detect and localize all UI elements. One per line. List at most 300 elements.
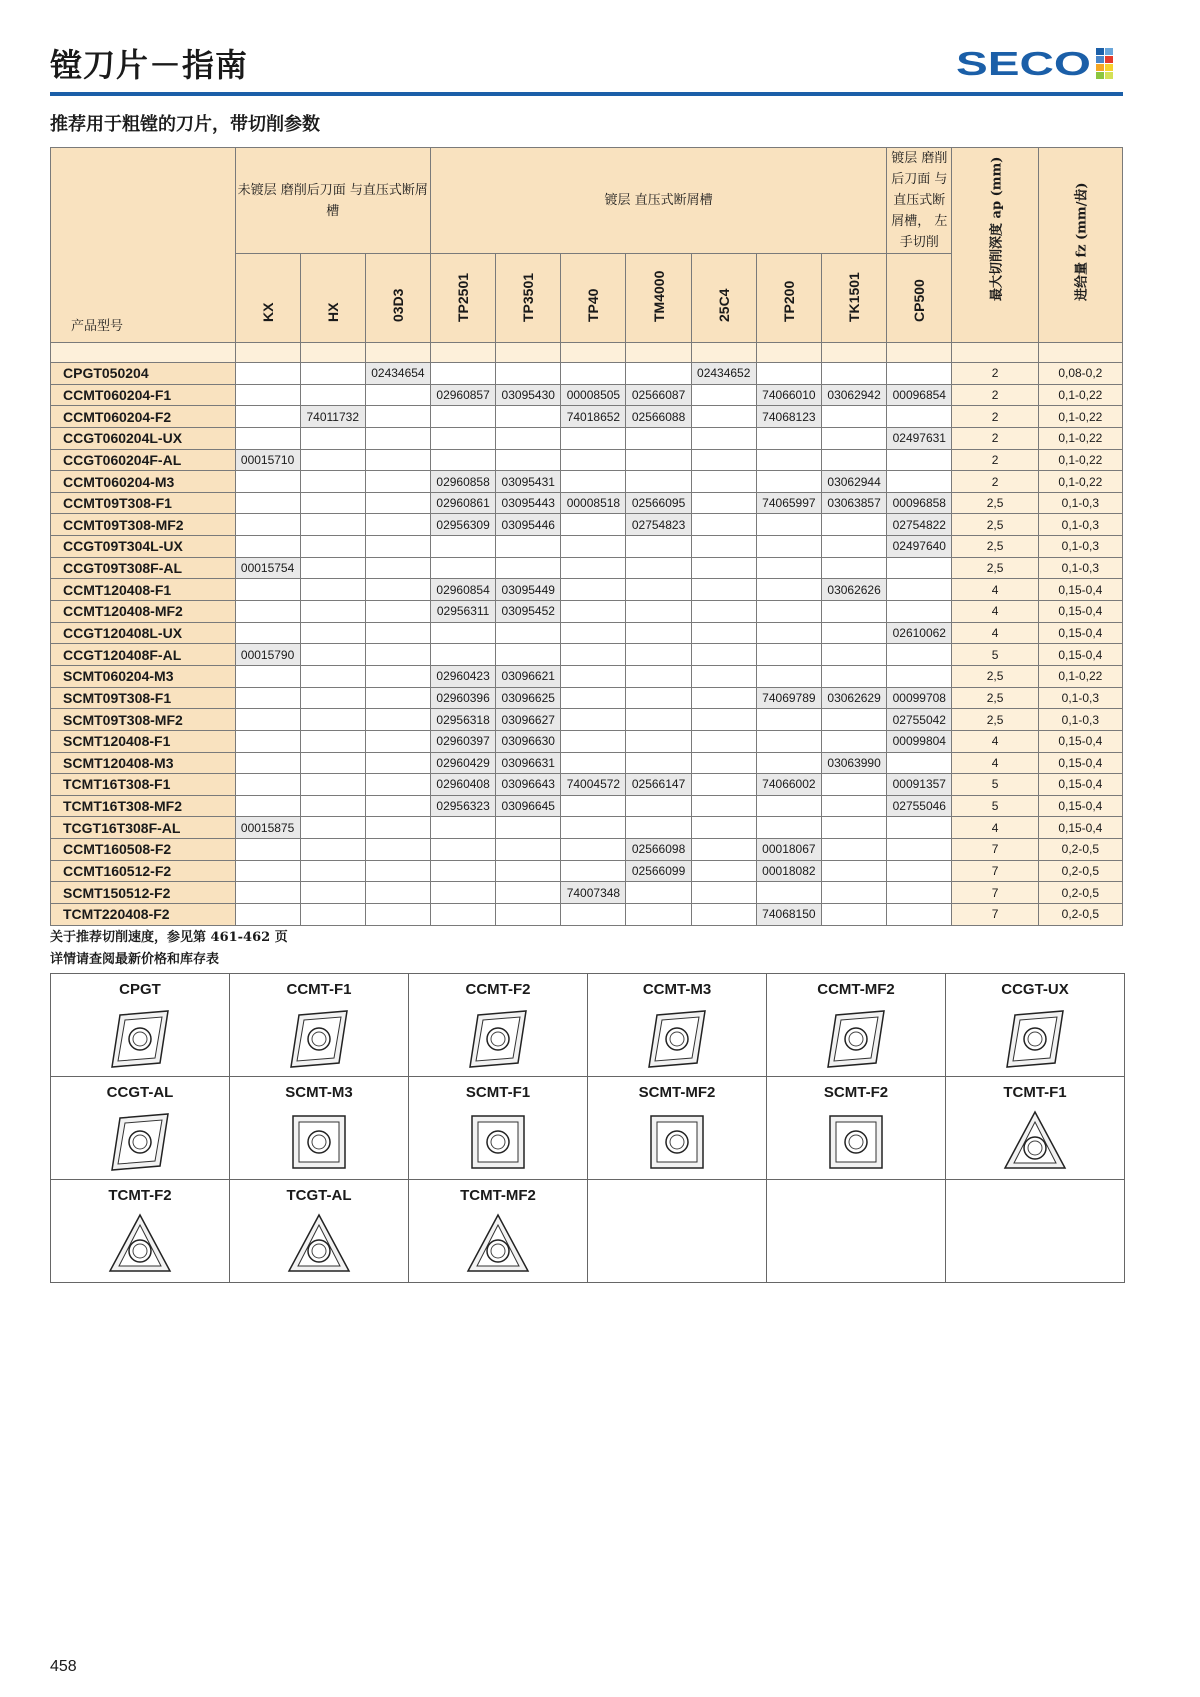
order-code-cell <box>365 882 430 904</box>
rhombus-insert-icon <box>108 1007 172 1071</box>
order-code-cell <box>691 839 756 861</box>
order-code-cell <box>626 427 691 449</box>
product-code: TCGT16T308F-AL <box>51 817 236 839</box>
order-code-cell: 02960854 <box>431 579 496 601</box>
ap-value: 2,5 <box>952 492 1038 514</box>
order-code-cell <box>626 795 691 817</box>
grade-label: TP40 <box>585 288 602 322</box>
order-code-cell <box>626 622 691 644</box>
table-row <box>51 449 1123 471</box>
order-code-cell <box>821 427 886 449</box>
order-code-cell: 03096631 <box>496 752 561 774</box>
order-code-cell <box>691 904 756 926</box>
product-code: CCGT060204F-AL <box>51 449 236 471</box>
order-code-cell <box>235 471 300 493</box>
ap-header <box>952 148 1038 343</box>
fz-value: 0,1-0,3 <box>1038 492 1122 514</box>
order-code-cell: 02434652 <box>691 363 756 385</box>
ap-value: 7 <box>952 882 1038 904</box>
order-code-cell <box>756 579 821 601</box>
shape-label: CCGT-UX <box>1001 981 1069 998</box>
order-code-cell <box>887 644 952 666</box>
order-code-cell <box>300 665 365 687</box>
order-code-cell: 00099804 <box>887 730 952 752</box>
order-code-cell: 03096645 <box>496 795 561 817</box>
order-code-cell <box>691 536 756 558</box>
order-code-cell <box>300 774 365 796</box>
order-code-cell <box>431 882 496 904</box>
order-code-cell <box>496 882 561 904</box>
order-code-cell: 00096858 <box>887 492 952 514</box>
order-code-cell <box>821 665 886 687</box>
order-code-cell <box>496 363 561 385</box>
order-code-cell <box>691 665 756 687</box>
order-code-cell <box>496 644 561 666</box>
table-row <box>51 730 1123 752</box>
order-code-cell <box>887 579 952 601</box>
order-code-cell <box>756 514 821 536</box>
order-code-cell <box>300 709 365 731</box>
order-code-cell <box>756 817 821 839</box>
empty-shape-cell <box>767 1180 946 1283</box>
ap-value: 2,5 <box>952 536 1038 558</box>
fz-value: 0,1-0,22 <box>1038 427 1122 449</box>
grade-label: 25C4 <box>715 288 732 322</box>
brand-text: SECO <box>956 46 1091 80</box>
order-code-cell <box>365 492 430 514</box>
order-code-cell: 03062944 <box>821 471 886 493</box>
shape-cell <box>409 1180 588 1283</box>
order-code-cell <box>756 427 821 449</box>
order-code-cell <box>235 384 300 406</box>
order-code-cell <box>756 363 821 385</box>
shape-label: CPGT <box>119 981 161 998</box>
order-code-cell: 02960408 <box>431 774 496 796</box>
spacer-cell <box>1038 343 1122 363</box>
order-code-cell <box>235 904 300 926</box>
shape-label: CCMT-MF2 <box>817 981 895 998</box>
order-code-cell: 02610062 <box>887 622 952 644</box>
product-code: SCMT150512-F2 <box>51 882 236 904</box>
fz-value: 0,1-0,22 <box>1038 665 1122 687</box>
page-title: 镗刀片－指南 <box>50 46 249 84</box>
order-code-cell <box>496 860 561 882</box>
product-code: CCGT060204L-UX <box>51 427 236 449</box>
order-code-cell <box>626 601 691 623</box>
order-code-cell: 02956323 <box>431 795 496 817</box>
order-code-cell <box>235 514 300 536</box>
order-code-cell <box>300 557 365 579</box>
table-row <box>51 427 1123 449</box>
order-code-cell <box>300 817 365 839</box>
order-code-cell <box>561 730 626 752</box>
order-code-cell <box>561 839 626 861</box>
ap-value: 7 <box>952 839 1038 861</box>
order-code-cell <box>887 449 952 471</box>
ap-value: 4 <box>952 601 1038 623</box>
order-code-cell <box>300 687 365 709</box>
order-code-cell <box>821 557 886 579</box>
order-code-cell <box>691 514 756 536</box>
ap-value: 4 <box>952 752 1038 774</box>
spacer-cell <box>300 343 365 363</box>
order-code-cell <box>626 579 691 601</box>
grade-header <box>496 254 561 343</box>
group-header-coated_ground: 镀层 磨削后刀面 与直压式断屑槽， 左手切削 <box>887 148 952 254</box>
order-code-cell: 00015710 <box>235 449 300 471</box>
shape-cell <box>230 974 409 1077</box>
order-code-cell <box>691 384 756 406</box>
order-code-cell <box>626 557 691 579</box>
order-code-cell <box>496 449 561 471</box>
order-code-cell: 03096627 <box>496 709 561 731</box>
table-row <box>51 860 1123 882</box>
order-code-cell <box>235 406 300 428</box>
order-code-cell <box>365 471 430 493</box>
grade-header <box>561 254 626 343</box>
order-code-cell <box>365 557 430 579</box>
order-code-cell: 02566098 <box>626 839 691 861</box>
order-code-cell <box>691 406 756 428</box>
order-code-cell <box>756 557 821 579</box>
fz-value: 0,08-0,2 <box>1038 363 1122 385</box>
table-row <box>51 557 1123 579</box>
order-code-cell <box>300 449 365 471</box>
order-code-cell <box>300 752 365 774</box>
rhombus-insert-icon <box>645 1007 709 1071</box>
order-code-cell: 00018082 <box>756 860 821 882</box>
fz-header-text: 进给量 fz (mm/齿) <box>1074 182 1090 301</box>
product-code: TCMT220408-F2 <box>51 904 236 926</box>
order-code-cell <box>365 665 430 687</box>
order-code-cell <box>561 601 626 623</box>
product-code: CCMT160508-F2 <box>51 839 236 861</box>
shape-label: SCMT-MF2 <box>638 1084 716 1101</box>
fz-value: 0,2-0,5 <box>1038 860 1122 882</box>
order-code-cell <box>235 709 300 731</box>
order-code-cell <box>691 860 756 882</box>
spacer-cell <box>235 343 300 363</box>
order-code-cell <box>691 882 756 904</box>
order-code-cell <box>561 514 626 536</box>
order-code-cell <box>300 839 365 861</box>
spacer-cell <box>626 343 691 363</box>
fz-value: 0,15-0,4 <box>1038 774 1122 796</box>
table-row <box>51 644 1123 666</box>
spacer-cell <box>821 343 886 363</box>
shape-cell <box>409 1077 588 1180</box>
order-code-cell <box>691 601 756 623</box>
shape-cell <box>51 974 230 1077</box>
order-code-cell <box>496 622 561 644</box>
grade-label: CP500 <box>911 279 928 322</box>
product-code: CCGT09T308F-AL <box>51 557 236 579</box>
order-code-cell <box>365 752 430 774</box>
fz-value: 0,15-0,4 <box>1038 622 1122 644</box>
order-code-cell <box>235 536 300 558</box>
order-code-cell <box>626 471 691 493</box>
grade-header <box>887 254 952 343</box>
order-code-cell <box>300 536 365 558</box>
order-code-cell <box>887 817 952 839</box>
table-row <box>51 665 1123 687</box>
ap-value: 5 <box>952 644 1038 666</box>
table-row <box>51 839 1123 861</box>
order-code-cell: 74068123 <box>756 406 821 428</box>
product-code: CCMT09T308-F1 <box>51 492 236 514</box>
order-code-cell <box>300 644 365 666</box>
rhombus-insert-icon <box>287 1007 351 1071</box>
order-code-cell <box>821 449 886 471</box>
spacer-cell <box>691 343 756 363</box>
order-code-cell: 03095443 <box>496 492 561 514</box>
grade-label: KX <box>259 302 276 322</box>
ap-value: 4 <box>952 579 1038 601</box>
order-code-cell <box>300 622 365 644</box>
fz-value: 0,1-0,22 <box>1038 471 1122 493</box>
order-code-cell <box>431 449 496 471</box>
product-code: CCMT060204-F1 <box>51 384 236 406</box>
order-code-cell <box>691 427 756 449</box>
order-code-cell <box>756 665 821 687</box>
order-code-cell <box>235 860 300 882</box>
order-code-cell <box>756 752 821 774</box>
order-code-cell <box>300 882 365 904</box>
order-code-cell <box>235 839 300 861</box>
grade-header <box>365 254 430 343</box>
order-code-cell: 02960861 <box>431 492 496 514</box>
seco-logo <box>956 46 1124 80</box>
order-code-cell: 74069789 <box>756 687 821 709</box>
order-code-cell <box>691 817 756 839</box>
order-code-cell: 74068150 <box>756 904 821 926</box>
order-code-cell <box>365 860 430 882</box>
product-code: SCMT120408-F1 <box>51 730 236 752</box>
shape-cell <box>588 974 767 1077</box>
order-code-cell <box>496 817 561 839</box>
order-code-cell <box>756 622 821 644</box>
order-code-cell <box>626 363 691 385</box>
order-code-cell <box>235 492 300 514</box>
product-code: SCMT09T308-MF2 <box>51 709 236 731</box>
order-code-cell <box>561 665 626 687</box>
product-code: CCMT09T308-MF2 <box>51 514 236 536</box>
order-code-cell <box>821 860 886 882</box>
order-code-cell <box>821 774 886 796</box>
section-subtitle: 推荐用于粗镗的刀片，带切削参数 <box>50 114 320 135</box>
spacer-cell <box>561 343 626 363</box>
shape-cell <box>767 974 946 1077</box>
order-code-cell <box>821 882 886 904</box>
order-code-cell <box>887 406 952 428</box>
order-code-cell <box>887 752 952 774</box>
order-code-cell <box>756 644 821 666</box>
table-row <box>51 406 1123 428</box>
shape-cell <box>230 1180 409 1283</box>
note-price-list: 详情请查阅最新价格和库存表 <box>50 952 220 967</box>
square-insert-icon <box>824 1110 888 1174</box>
fz-value: 0,15-0,4 <box>1038 730 1122 752</box>
order-code-cell <box>756 536 821 558</box>
order-code-cell: 03062626 <box>821 579 886 601</box>
order-code-cell <box>496 557 561 579</box>
ap-value: 2 <box>952 363 1038 385</box>
ap-value: 5 <box>952 774 1038 796</box>
order-code-cell <box>561 709 626 731</box>
grade-label: HX <box>324 302 341 322</box>
order-code-cell <box>626 644 691 666</box>
order-code-cell: 74011732 <box>300 406 365 428</box>
order-code-cell <box>691 557 756 579</box>
empty-shape-cell <box>588 1180 767 1283</box>
order-code-cell: 03062629 <box>821 687 886 709</box>
order-code-cell <box>300 860 365 882</box>
order-code-cell <box>756 882 821 904</box>
order-code-cell <box>691 644 756 666</box>
ap-value: 2 <box>952 427 1038 449</box>
shape-cell <box>588 1077 767 1180</box>
order-code-cell: 02960397 <box>431 730 496 752</box>
order-code-cell <box>821 904 886 926</box>
order-code-cell <box>431 363 496 385</box>
table-row <box>51 471 1123 493</box>
insert-table <box>50 147 1123 926</box>
order-code-cell <box>691 774 756 796</box>
product-code: CCMT060204-F2 <box>51 406 236 428</box>
triangle-insert-icon <box>1003 1110 1067 1174</box>
order-code-cell <box>235 579 300 601</box>
order-code-cell <box>235 622 300 644</box>
grade-header <box>691 254 756 343</box>
order-code-cell <box>821 363 886 385</box>
product-code: TCMT16T308-F1 <box>51 774 236 796</box>
order-code-cell <box>561 644 626 666</box>
order-code-cell: 02960429 <box>431 752 496 774</box>
order-code-cell <box>431 427 496 449</box>
order-code-cell: 02960857 <box>431 384 496 406</box>
order-code-cell <box>821 817 886 839</box>
product-code: CCGT120408F-AL <box>51 644 236 666</box>
order-code-cell: 74066002 <box>756 774 821 796</box>
fz-value: 0,1-0,22 <box>1038 384 1122 406</box>
order-code-cell: 02754823 <box>626 514 691 536</box>
table-row <box>51 492 1123 514</box>
order-code-cell <box>756 449 821 471</box>
order-code-cell <box>431 622 496 644</box>
order-code-cell: 03095452 <box>496 601 561 623</box>
order-code-cell <box>235 601 300 623</box>
order-code-cell: 74007348 <box>561 882 626 904</box>
product-code: SCMT060204-M3 <box>51 665 236 687</box>
order-code-cell <box>821 839 886 861</box>
ap-value: 7 <box>952 904 1038 926</box>
order-code-cell <box>235 665 300 687</box>
order-code-cell <box>887 363 952 385</box>
order-code-cell <box>300 427 365 449</box>
empty-shape-cell <box>946 1180 1125 1283</box>
order-code-cell <box>691 730 756 752</box>
ap-value: 2,5 <box>952 709 1038 731</box>
table-row <box>51 363 1123 385</box>
product-code: CPGT050204 <box>51 363 236 385</box>
table-row <box>51 709 1123 731</box>
order-code-cell: 74066010 <box>756 384 821 406</box>
order-code-cell: 03063857 <box>821 492 886 514</box>
order-code-cell <box>691 709 756 731</box>
order-code-cell: 00015875 <box>235 817 300 839</box>
order-code-cell <box>561 449 626 471</box>
product-code: CCGT09T304L-UX <box>51 536 236 558</box>
order-code-cell <box>561 363 626 385</box>
order-code-cell <box>365 406 430 428</box>
order-code-cell <box>756 709 821 731</box>
order-code-cell <box>365 839 430 861</box>
rhombus-insert-icon <box>466 1007 530 1071</box>
fz-value: 0,1-0,3 <box>1038 687 1122 709</box>
order-code-cell <box>561 904 626 926</box>
product-code: SCMT120408-M3 <box>51 752 236 774</box>
product-code: SCMT09T308-F1 <box>51 687 236 709</box>
shape-cell <box>409 974 588 1077</box>
shape-cell <box>51 1077 230 1180</box>
shape-cell <box>230 1077 409 1180</box>
ap-value: 2 <box>952 449 1038 471</box>
order-code-cell: 74004572 <box>561 774 626 796</box>
order-code-cell <box>365 795 430 817</box>
square-insert-icon <box>466 1110 530 1174</box>
table-row <box>51 622 1123 644</box>
order-code-cell <box>300 384 365 406</box>
order-code-cell <box>821 536 886 558</box>
order-code-cell: 00015754 <box>235 557 300 579</box>
shape-label: TCMT-MF2 <box>460 1187 536 1204</box>
ap-value: 2,5 <box>952 687 1038 709</box>
order-code-cell: 03096643 <box>496 774 561 796</box>
order-code-cell <box>626 665 691 687</box>
order-code-cell: 02956311 <box>431 601 496 623</box>
group-header-uncoated: 未镀层 磨削后刀面 与直压式断屑槽 <box>235 148 431 254</box>
order-code-cell <box>691 471 756 493</box>
order-code-cell <box>431 817 496 839</box>
order-code-cell <box>300 795 365 817</box>
order-code-cell <box>691 622 756 644</box>
order-code-cell <box>365 644 430 666</box>
order-code-cell <box>496 904 561 926</box>
order-code-cell <box>431 839 496 861</box>
order-code-cell: 02566087 <box>626 384 691 406</box>
order-code-cell <box>821 730 886 752</box>
order-code-cell: 02960858 <box>431 471 496 493</box>
shape-cell <box>946 974 1125 1077</box>
shape-label: TCGT-AL <box>286 1187 352 1204</box>
table-row <box>51 687 1123 709</box>
order-code-cell: 02566088 <box>626 406 691 428</box>
order-code-cell <box>496 427 561 449</box>
order-code-cell <box>431 557 496 579</box>
shape-label: CCGT-AL <box>106 1084 174 1101</box>
fz-value: 0,1-0,22 <box>1038 406 1122 428</box>
order-code-cell <box>561 622 626 644</box>
fz-value: 0,1-0,3 <box>1038 557 1122 579</box>
product-header: 产品型号 <box>51 148 236 343</box>
header-rule <box>50 92 1123 96</box>
order-code-cell: 00015790 <box>235 644 300 666</box>
order-code-cell <box>821 795 886 817</box>
fz-header <box>1038 148 1122 343</box>
order-code-cell <box>365 730 430 752</box>
table-row <box>51 904 1123 926</box>
order-code-cell: 02754822 <box>887 514 952 536</box>
